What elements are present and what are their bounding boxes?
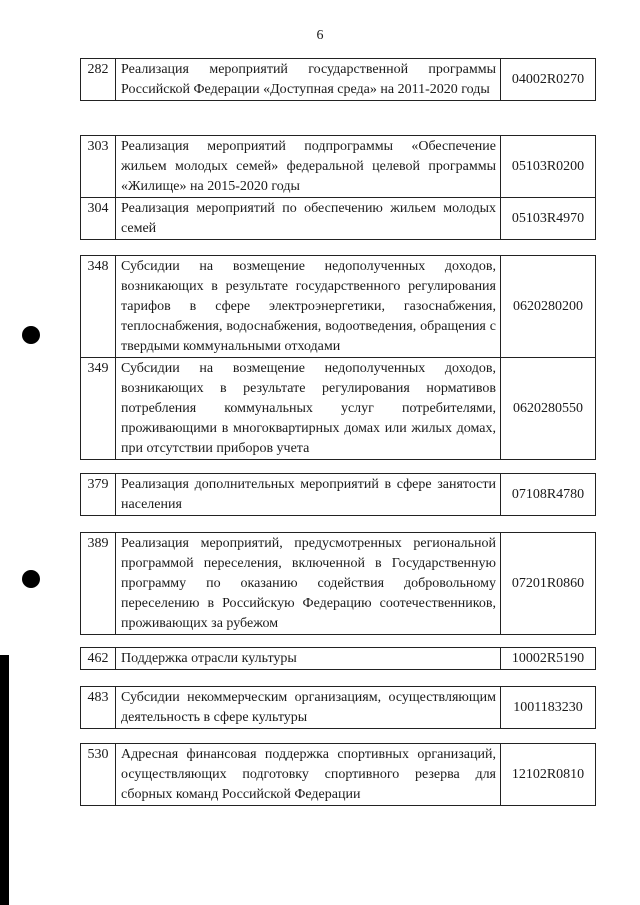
- budget-table-6: [80, 647, 596, 670]
- row-number: 349: [81, 358, 116, 460]
- row-code: 07108R4780: [501, 474, 596, 516]
- row-number: 348: [81, 256, 116, 358]
- budget-table-7: [80, 686, 596, 729]
- row-code: 0620280200: [501, 256, 596, 358]
- table-row: [81, 358, 596, 460]
- row-description: Субсидии на возмещение недополученных доходов, возникающих в результате государственного регулирования тарифов в сфере электроэнергетики, газоснабжения, теплоснабжения, водоснабжения, водоотведения, обращения с твердыми коммунальными отходами: [116, 256, 501, 358]
- page-number: 6: [316, 28, 324, 43]
- table-row: [81, 687, 596, 729]
- row-description: Реализация мероприятий подпрограммы «Обеспечение жильем молодых семей» федеральной целевой программы «Жилище» на 2015-2020 годы: [116, 136, 501, 198]
- table-row: [81, 533, 596, 635]
- row-number: 304: [81, 198, 116, 240]
- table-row: [81, 648, 596, 670]
- row-description: Реализация мероприятий по обеспечению жильем молодых семей: [116, 198, 501, 240]
- scan-edge-shadow: [0, 655, 9, 905]
- table-row: [81, 136, 596, 198]
- row-number: 462: [81, 648, 116, 670]
- row-code: 12102R0810: [501, 744, 596, 806]
- table-row: [81, 59, 596, 101]
- table-row: [81, 474, 596, 516]
- row-description: Адресная финансовая поддержка спортивных организаций, осуществляющих подготовку спортивного резерва для сборных команд Российской Федерации: [116, 744, 501, 806]
- table-row: [81, 198, 596, 240]
- budget-table-5: [80, 532, 596, 635]
- row-code: 1001183230: [501, 687, 596, 729]
- row-number: 282: [81, 59, 116, 101]
- row-code: 0620280550: [501, 358, 596, 460]
- row-code: 10002R5190: [501, 648, 596, 670]
- row-description: Субсидии на возмещение недополученных доходов, возникающих в результате регулирования нормативов потребления коммунальных услуг потребителями, проживающими в многоквартирных домах или жилых домах, при отсутствии приборов учета: [116, 358, 501, 460]
- row-description: Реализация мероприятий, предусмотренных региональной программой переселения, включенной в Государственную программу по оказанию содействия добровольному переселению в Российскую Федерацию соотечественников, проживающих за рубежом: [116, 533, 501, 635]
- punch-hole-top: [22, 326, 40, 344]
- row-description: Реализация мероприятий государственной программы Российской Федерации «Доступная среда» на 2011-2020 годы: [116, 59, 501, 101]
- punch-hole-bottom: [22, 570, 40, 588]
- row-code: 05103R0200: [501, 136, 596, 198]
- budget-table-2: [80, 135, 596, 240]
- row-number: 389: [81, 533, 116, 635]
- table-row: [81, 744, 596, 806]
- budget-table-4: [80, 473, 596, 516]
- budget-table-8: [80, 743, 596, 806]
- row-description: Реализация дополнительных мероприятий в сфере занятости населения: [116, 474, 501, 516]
- budget-table-1: [80, 58, 596, 101]
- row-number: 530: [81, 744, 116, 806]
- row-code: 04002R0270: [501, 59, 596, 101]
- row-number: 379: [81, 474, 116, 516]
- table-row: [81, 256, 596, 358]
- row-description: Субсидии некоммерческим организациям, осуществляющим деятельность в сфере культуры: [116, 687, 501, 729]
- row-code: 07201R0860: [501, 533, 596, 635]
- budget-table-3: [80, 255, 596, 460]
- row-description: Поддержка отрасли культуры: [116, 648, 501, 670]
- row-number: 303: [81, 136, 116, 198]
- row-number: 483: [81, 687, 116, 729]
- row-code: 05103R4970: [501, 198, 596, 240]
